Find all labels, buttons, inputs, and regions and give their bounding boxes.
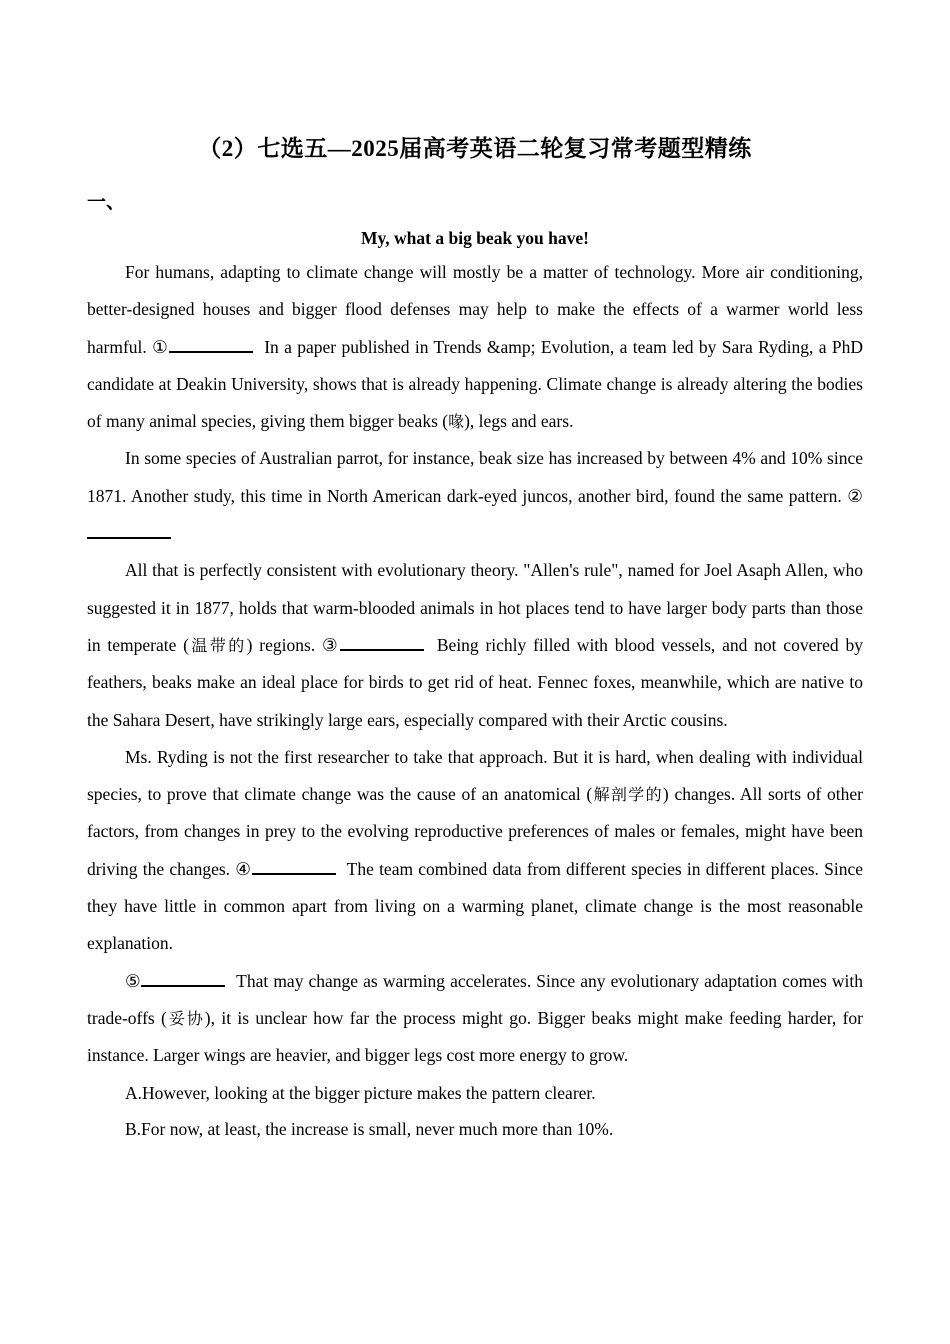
paragraph-3: All that is perfectly consistent with evolutionary theory. "Allen's rule", named for Joel Asaph Allen, who suggested it in 1877, holds that warm-blooded animals in hot places tend to have larger body parts than those in temperate (温带的) regions. ③ Being richly filled with blood vessels, and not covered by feathers, beaks make an ideal place for birds to get rid of heat. Fennec foxes, meanwhile, which are native to the Sahara Desert, have strikingly large ears, especially compared with their Arctic cousins. <box>87 560 863 730</box>
document-title: （2）七选五—2025届高考英语二轮复习常考题型精练 <box>198 136 752 161</box>
blank-marker-4: ④ <box>235 858 252 879</box>
answer-blank-5[interactable] <box>141 969 225 987</box>
blank-marker-2: ② <box>847 485 863 506</box>
answer-blank-2[interactable] <box>87 521 171 539</box>
paragraph-5: ⑤ That may change as warming accelerates. Since any evolutionary adaptation comes with trade-offs (妥协), it is unclear how far the process might go. Bigger beaks might make feeding harder, for instance. Larger wings are heavier, and bigger legs cost more energy to grow. <box>87 970 863 1066</box>
passage-title: My, what a big beak you have! <box>360 228 589 248</box>
section-number: 一、 <box>87 192 126 213</box>
answer-blank-1[interactable] <box>169 335 253 353</box>
option-a: A.However, looking at the bigger picture makes the pattern clearer. <box>125 1082 596 1103</box>
paragraph-2: In some species of Australian parrot, for instance, beak size has increased by between 4% and 10% since 1871. Another study, this time in North American dark-eyed juncos, another bird, found the same pattern. ② <box>87 440 863 552</box>
answer-blank-3[interactable] <box>340 633 424 651</box>
passage-body <box>87 254 863 1147</box>
paragraph-4: Ms. Ryding is not the first researcher to take that approach. But it is hard, when dealing with individual species, to prove that climate change was the cause of an anatomical (解剖学的) changes. All sorts of other factors, from changes in prey to the evolving reproductive preferences of males or females, might have been driving the changes. ④ The team combined data from different species in different places. Since they have little in common apart from living on a warming planet, climate change is the most reasonable explanation. <box>87 746 863 954</box>
answer-blank-4[interactable] <box>252 857 336 875</box>
option-b: B.For now, at least, the increase is small, never much more than 10%. <box>125 1118 614 1139</box>
paragraph-1: For humans, adapting to climate change will mostly be a matter of technology. More air conditioning, better-designed houses and bigger flood defenses may help to make the effects of a warmer world less harmful. ① In a paper published in Trends &amp; Evolution, a team led by Sara Ryding, a PhD candidate at Deakin University, shows that is already happening. Climate change is already altering the bodies of many animal species, giving them bigger beaks (喙), legs and ears. <box>87 262 863 432</box>
blank-marker-3: ③ <box>321 634 341 655</box>
blank-marker-5: ⑤ <box>125 970 142 991</box>
blank-marker-1: ① <box>152 336 169 357</box>
